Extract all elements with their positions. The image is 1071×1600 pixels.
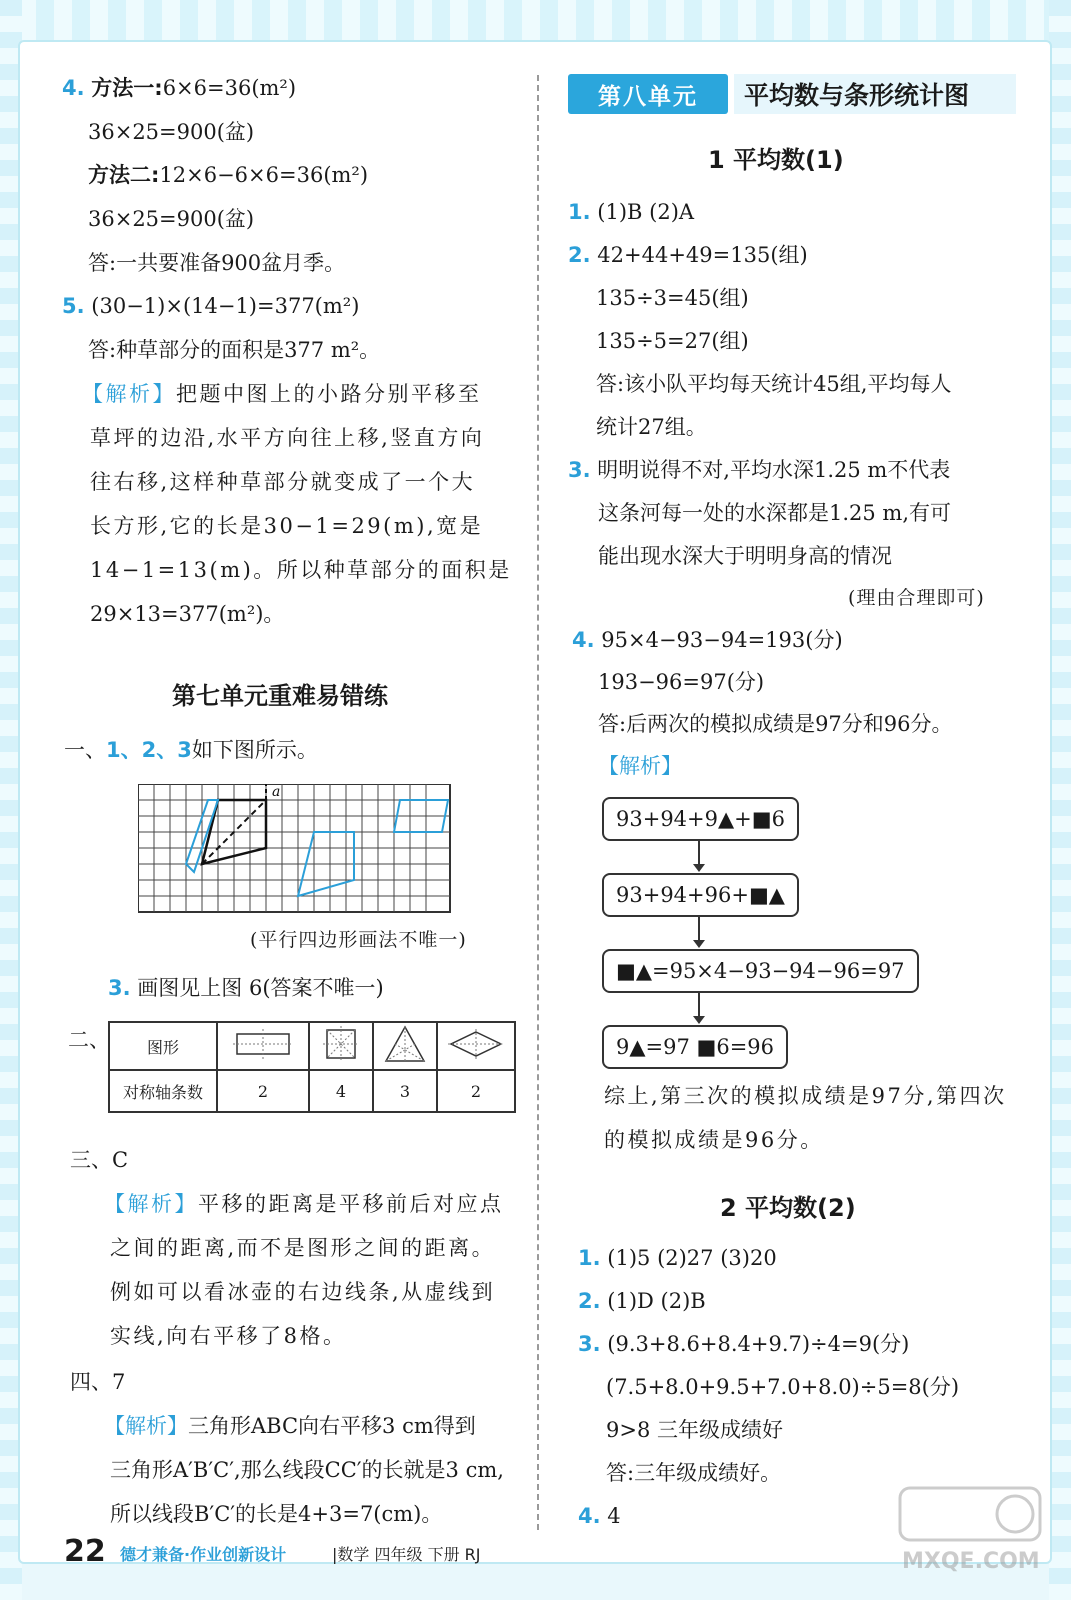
answer-text: 画图见上图 6(答案不唯一) <box>137 976 384 1000</box>
math-line: (9.3+8.6+8.4+9.7)÷4=9(分) <box>607 1332 910 1356</box>
footer-brand: 德才兼备·作业创新设计 <box>120 1545 287 1564</box>
s1-q4-line2: 193−96=97(分) <box>598 670 765 694</box>
question-number: 4. <box>62 76 85 100</box>
right-border <box>1049 0 1071 1600</box>
part4-analysis-line3: 所以线段B′C′的长是4+3=7(cm)。 <box>110 1502 443 1526</box>
flow-step-1: 93+94+9▲+■6 <box>602 797 799 841</box>
s2-q3-line2: (7.5+8.0+9.5+7.0+8.0)÷5=8(分) <box>606 1375 960 1399</box>
s2-q3-answer: 答:三年级成绩好。 <box>606 1461 782 1485</box>
flow-step-2: 93+94+96+■▲ <box>602 873 799 917</box>
unit-banner: 第八单元 <box>568 74 728 114</box>
s2-q3-line1 <box>578 1330 909 1358</box>
part4-analysis-line2: 三角形A′B′C′,那么线段CC′的长就是3 cm, <box>110 1458 504 1482</box>
s1-q3-line2: 这条河每一处的水深都是1.25 m,有可 <box>598 501 952 525</box>
q5-analysis-line6: 29×13=377(m²)。 <box>90 602 285 626</box>
axis-count: 3 <box>373 1070 437 1112</box>
q5-analysis-line2: 草坪的边沿,水平方向往上移,竖直方向 <box>90 426 485 450</box>
method-label: 方法二: <box>88 163 160 187</box>
q4-line4: 36×25=900(盆) <box>88 207 255 231</box>
analysis-text: 平移的距离是平移前后对应点 <box>198 1192 504 1216</box>
s1-q1 <box>568 198 694 226</box>
question-number: 2. <box>578 1289 601 1313</box>
grid-note: (平行四边形画法不唯一) <box>250 929 467 951</box>
q5-analysis-line4: 长方形,它的长是30−1=29(m),宽是 <box>90 514 484 538</box>
watermark-logo <box>890 1480 1050 1580</box>
part4-answer: 四、7 <box>70 1370 126 1394</box>
section7-title: 第七单元重难易错练 <box>172 682 388 710</box>
shape-square <box>309 1022 373 1070</box>
grid-figure <box>138 784 460 914</box>
math-line: (30−1)×(14−1)=377(m²) <box>91 294 360 318</box>
s2-q3-line3: 9>8 三年级成绩好 <box>606 1418 783 1442</box>
question-numbers: 1、2、3 <box>106 738 192 762</box>
s1-summary-line2: 的模拟成绩是96分。 <box>604 1128 824 1152</box>
math-line: 95×4−93−94=193(分) <box>601 628 843 652</box>
flow-arrow-icon <box>698 992 700 1022</box>
q5-answer: 答:种草部分的面积是377 m²。 <box>88 338 381 362</box>
rhombus-icon <box>448 1029 504 1059</box>
footer-info: |数学 四年级 下册 RJ <box>332 1545 481 1564</box>
s1-q4-analysis-tag: 【解析】 <box>598 754 682 778</box>
section2-title: 2 平均数(2) <box>720 1194 856 1222</box>
flow-step-3: ■▲=95×4−93−94−96=97 <box>602 949 919 993</box>
shape-rectangle <box>217 1022 309 1070</box>
q5-analysis-line5: 14−1=13(m)。所以种草部分的面积是 <box>90 558 512 582</box>
s1-summary-line1: 综上,第三次的模拟成绩是97分,第四次 <box>604 1084 1007 1108</box>
top-border <box>0 0 1071 44</box>
square-icon <box>321 1026 361 1062</box>
s1-q2-line2: 135÷3=45(组) <box>596 286 749 310</box>
s1-q4-answer: 答:后两次的模拟成绩是97分和96分。 <box>598 712 953 736</box>
part2-prefix: 二、 <box>68 1028 110 1052</box>
s1-q2-line3: 135÷5=27(组) <box>596 329 749 353</box>
s1-q2-line5: 统计27组。 <box>596 415 707 439</box>
question-number: 3. <box>568 458 591 482</box>
s1-q3-line3: 能出现水深大于明明身高的情况 <box>598 544 892 568</box>
part3-analysis-line3: 例如可以看冰壶的右边线条,从虚线到 <box>110 1280 496 1304</box>
analysis-text: 三角形ABC向右平移3 cm得到 <box>188 1414 476 1438</box>
question-number: 4. <box>572 628 595 652</box>
q4-line2: 36×25=900(盆) <box>88 120 255 144</box>
question-number: 2. <box>568 243 591 267</box>
answer-text: (1)5 (2)27 (3)20 <box>607 1246 777 1270</box>
s2-q1 <box>578 1244 777 1272</box>
q5-analysis-line1 <box>82 380 482 408</box>
answer-text: 4 <box>607 1504 621 1528</box>
axis-count: 2 <box>437 1070 515 1112</box>
part-text: 如下图所示。 <box>191 738 318 762</box>
s1-q4-line1 <box>572 626 843 654</box>
unit-title: 平均数与条形统计图 <box>734 74 1016 114</box>
question-number: 5. <box>62 294 85 318</box>
part3-answer: 三、C <box>70 1148 129 1172</box>
part-prefix: 一、 <box>64 738 106 762</box>
shape-rhombus <box>437 1022 515 1070</box>
q5-line1 <box>62 292 359 320</box>
analysis-tag: 【解析】 <box>82 382 176 406</box>
question-number: 1. <box>568 200 591 224</box>
question-number: 1. <box>578 1246 601 1270</box>
table-head-axes: 对称轴条数 <box>109 1070 217 1112</box>
question-number: 3. <box>108 976 131 1000</box>
question-number: 4. <box>578 1504 601 1528</box>
s2-q4 <box>578 1502 621 1530</box>
part1-q3 <box>108 974 384 1002</box>
method-label: 方法一: <box>91 76 163 100</box>
part3-analysis-line1 <box>104 1190 504 1218</box>
symmetry-table <box>108 1021 516 1113</box>
flow-arrow-icon <box>698 916 700 946</box>
q5-analysis-line3: 往右移,这样种草部分就变成了一个大 <box>90 470 476 494</box>
flow-arrow-icon <box>698 840 700 870</box>
answer-text: (1)B (2)A <box>597 200 695 224</box>
axis-count: 4 <box>309 1070 373 1112</box>
table-head-shape: 图形 <box>109 1022 217 1070</box>
s2-q2 <box>578 1287 706 1315</box>
part4-analysis-line1 <box>104 1412 476 1440</box>
rectangle-icon <box>233 1029 293 1059</box>
answer-text: (1)D (2)B <box>607 1289 706 1313</box>
flow-step-4: 9▲=97 ■6=96 <box>602 1025 788 1069</box>
s1-q3-line1 <box>568 456 950 484</box>
watermark-text: MXQE.COM <box>902 1549 1040 1574</box>
part1-intro <box>64 736 318 764</box>
shape-triangle <box>373 1022 437 1070</box>
page-number: 22 <box>64 1534 106 1569</box>
axis-count: 2 <box>217 1070 309 1112</box>
analysis-tag: 【解析】 <box>104 1414 188 1438</box>
math-line: 12×6−6×6=36(m²) <box>159 163 369 187</box>
question-number: 3. <box>578 1332 601 1356</box>
analysis-tag: 【解析】 <box>104 1192 198 1216</box>
s1-q2-line1 <box>568 241 808 269</box>
answer-text: 明明说得不对,平均水深1.25 m不代表 <box>597 458 951 482</box>
analysis-text: 把题中图上的小路分别平移至 <box>176 382 482 406</box>
grid-label-a: a <box>272 784 281 800</box>
s1-q3-note: (理由合理即可) <box>848 587 985 609</box>
part3-analysis-line4: 实线,向右平移了8格。 <box>110 1324 347 1348</box>
section1-title: 1 平均数(1) <box>708 146 844 174</box>
part3-analysis-line2: 之间的距离,而不是图形之间的距离。 <box>110 1236 496 1260</box>
s1-q2-line4: 答:该小队平均每天统计45组,平均每人 <box>596 372 952 396</box>
q4-line1 <box>62 74 296 102</box>
column-divider <box>537 75 539 1530</box>
q4-answer: 答:一共要准备900盆月季。 <box>88 251 346 275</box>
math-line: 42+44+49=135(组) <box>597 243 808 267</box>
triangle-icon <box>383 1024 427 1064</box>
q4-line3 <box>88 161 368 189</box>
math-line: 6×6=36(m²) <box>162 76 297 100</box>
